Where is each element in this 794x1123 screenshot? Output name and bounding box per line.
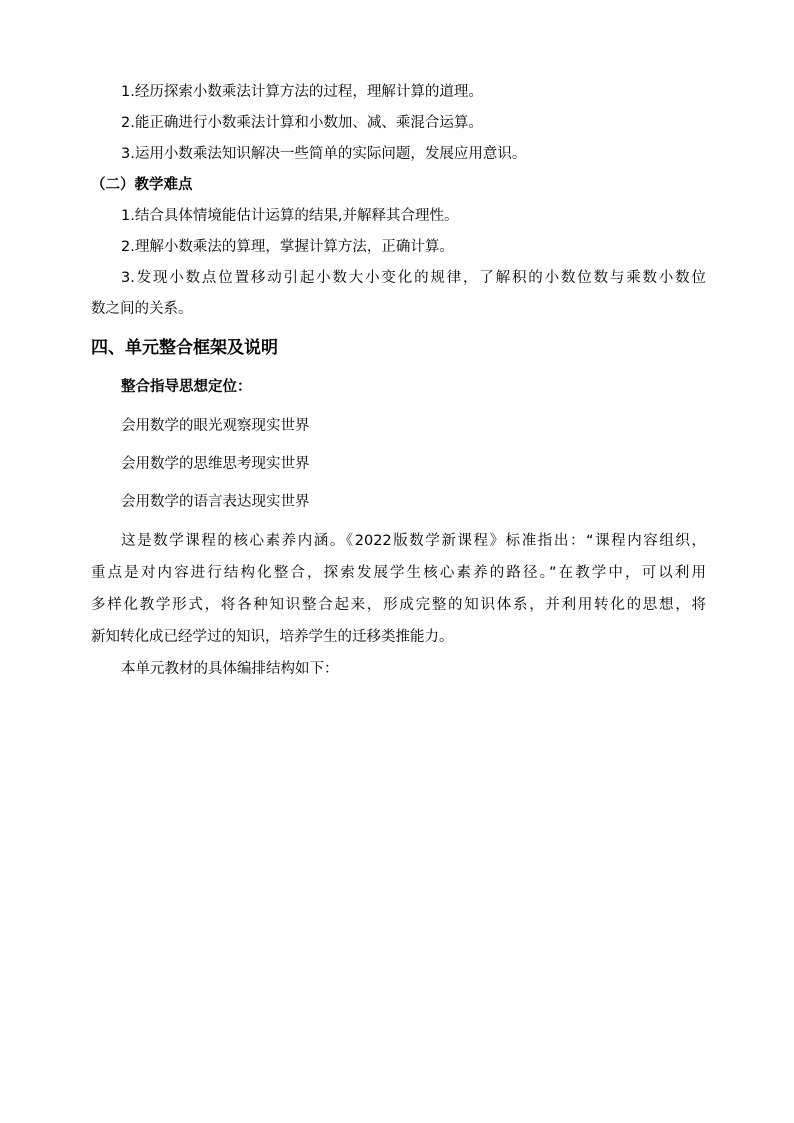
difficulties-heading: （二）教学难点: [91, 177, 193, 193]
difficulty-item-2: 2.理解小数乘法的算理，掌握计算方法，正确计算。: [121, 239, 454, 255]
guide-title: 整合指导思想定位：: [121, 379, 252, 395]
paragraph-line-1: 这是数学课程的核心素养内涵。《2022版数学新课程》标准指出：“课程内容组织，: [121, 533, 706, 549]
guide-item-1: 会用数学的眼光观察现实世界: [121, 418, 310, 434]
objective-item-1: 1.经历探索小数乘法计算方法的过程，理解计算的道理。: [121, 84, 483, 100]
difficulty-item-1: 1.结合具体情境能估计运算的结果,并解释其合理性。: [121, 208, 459, 224]
objective-item-2: 2.能正确进行小数乘法计算和小数加、减、乘混合运算。: [121, 115, 483, 131]
objective-item-3: 3.运用小数乘法知识解决一些简单的实际问题，发展应用意识。: [121, 146, 527, 162]
section-4-heading: 四、单元整合框架及说明: [91, 338, 278, 358]
difficulty-item-3-line-1: 3.发现小数点位置移动引起小数大小变化的规律，了解积的小数位数与乘数小数位: [121, 270, 706, 286]
difficulty-item-3-line-2: 数之间的关系。: [91, 301, 193, 317]
paragraph-line-3: 多样化教学形式，将各种知识整合起来，形成完整的知识体系，并利用转化的思想，将: [91, 597, 706, 613]
guide-item-2: 会用数学的思维思考现实世界: [121, 456, 310, 472]
guide-item-3: 会用数学的语言表达现实世界: [121, 494, 310, 510]
paragraph-line-2: 重点是对内容进行结构化整合，探索发展学生核心素养的路径。”在教学中，可以利用: [91, 565, 706, 581]
paragraph-line-4: 新知转化成已经学过的知识，培养学生的迁移类推能力。: [91, 629, 454, 645]
structure-intro: 本单元教材的具体编排结构如下：: [121, 661, 339, 677]
